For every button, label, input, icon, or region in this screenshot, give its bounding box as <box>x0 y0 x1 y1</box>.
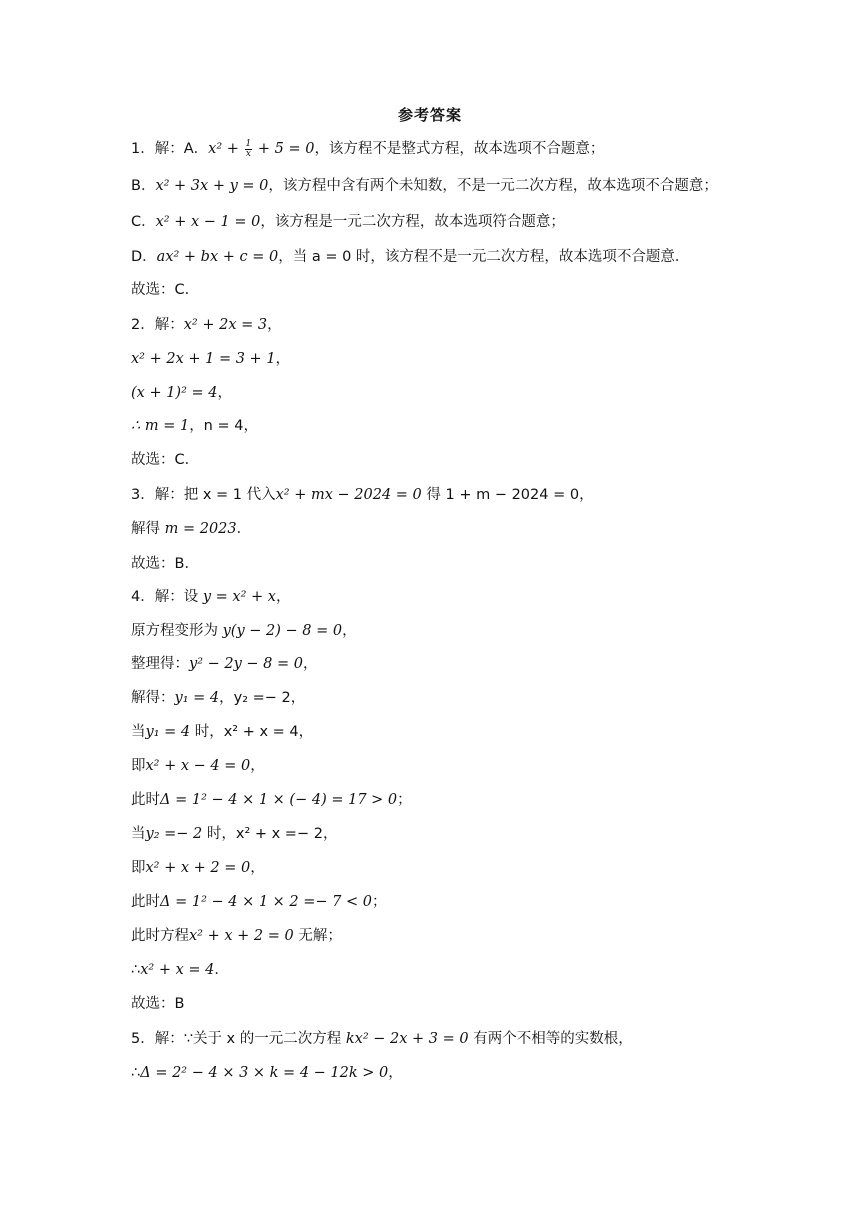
answer-line <box>131 449 199 471</box>
line-pre: C． <box>131 214 156 230</box>
answer-line <box>131 823 337 845</box>
answer-line <box>131 484 594 506</box>
answer-line <box>131 348 290 370</box>
line-pre: D． <box>131 249 157 265</box>
line-post: 无解； <box>293 928 342 944</box>
line-pre: 故选：B <box>131 996 185 1012</box>
answer-line <box>131 925 342 947</box>
line-pre: B． <box>131 178 156 194</box>
line-post: ． <box>214 962 229 978</box>
line-post: ， <box>388 1065 403 1081</box>
line-math: m = 2023 <box>164 521 237 537</box>
line-pre: 当 <box>131 724 146 740</box>
line-pre: 原方程变形为 <box>131 623 223 639</box>
line-pre: 整理得： <box>131 656 189 672</box>
line-post: ， <box>267 317 282 333</box>
line-post: ，该方程是一元二次方程，故本选项符合题意； <box>260 214 565 230</box>
answer-line <box>131 653 317 675</box>
line-post: ， <box>275 351 291 367</box>
line-math: y₁ = 4 <box>145 724 191 740</box>
line-post: ，n = 4， <box>189 418 258 434</box>
line-math: x² + x + 2 = 0 <box>145 860 251 876</box>
answer-line <box>131 138 604 160</box>
answer-line <box>131 382 232 404</box>
answer-line <box>131 586 290 608</box>
line-pre: 5．解：∵关于 x 的一元二次方程 <box>131 1031 346 1047</box>
line-math: x² + x + 2 = 0 <box>189 928 294 944</box>
answer-line <box>131 211 565 233</box>
line-math: y₁ = 4 <box>174 690 220 706</box>
answer-line <box>131 553 199 575</box>
answer-line <box>131 959 229 981</box>
line-math: Δ = 1² − 4 × 1 × 2 =− 7 < 0 <box>160 894 372 910</box>
line-pre: 1．解：A． <box>131 141 209 157</box>
line-pre: 即 <box>131 860 146 876</box>
line-math: x² + 2x = 3 <box>183 317 268 333</box>
line-post: ， <box>250 860 265 876</box>
line-post: 有两个不相等的实数根， <box>468 1031 633 1047</box>
line-math: y² − 2y − 8 = 0 <box>189 656 303 672</box>
line-post: ． <box>236 521 252 537</box>
answer-line <box>131 518 251 540</box>
line-post: ，该方程中含有两个未知数，不是一元二次方程，故本选项不合题意； <box>268 178 718 194</box>
line-pre: 此时 <box>131 792 160 808</box>
line-pre: 4．解：设 <box>131 589 203 605</box>
line-pre: ∴ <box>131 1065 141 1081</box>
line-pre: 2．解： <box>131 317 184 333</box>
line-pre: 当 <box>131 826 146 842</box>
line-pre: 即 <box>131 758 146 774</box>
line-post: ， <box>342 623 357 639</box>
answer-line <box>131 789 412 811</box>
line-pre: 解得 <box>131 521 165 537</box>
line-math: kx² − 2x + 3 = 0 <box>345 1031 469 1047</box>
line-math: x² + x − 1 = 0 <box>155 214 261 230</box>
line-math: x² + 3x + y = 0 <box>155 178 269 194</box>
line-post: ； <box>372 894 387 910</box>
answer-line <box>131 314 282 336</box>
fraction-denominator: x <box>245 148 251 159</box>
line-post: ； <box>397 792 412 808</box>
line-math: x² + x − 4 = 0 <box>145 758 251 774</box>
line-math: x² + <box>208 141 244 157</box>
answer-line <box>131 687 305 709</box>
line-math: y₂ =− 2 <box>145 826 203 842</box>
line-math: ax² + bx + c = 0 <box>156 249 279 265</box>
line-post: ，y₂ =− 2， <box>219 690 306 706</box>
line-post: ， <box>217 385 232 401</box>
line-pre: ∴ <box>131 962 141 978</box>
line-post: ， <box>275 589 291 605</box>
answer-line <box>131 755 265 777</box>
answer-line <box>131 620 357 642</box>
line-post: 时，x² + x =− 2， <box>202 826 338 842</box>
line-post: ， <box>302 656 318 672</box>
line-math: x² + mx − 2024 = 0 <box>275 487 422 503</box>
answer-line <box>131 857 265 879</box>
line-post: 时，x² + x = 4， <box>190 724 314 740</box>
line-post: 得 1 + m − 2024 = 0， <box>421 487 594 503</box>
line-pre: 故选：C． <box>131 282 200 298</box>
fraction-numerator: 1 <box>245 138 252 149</box>
line-math: x² + x = 4 <box>140 962 215 978</box>
line-pre: 解得： <box>131 690 175 706</box>
line-math: x² + 2x + 1 = 3 + 1 <box>131 351 276 367</box>
page-title: 参考答案 <box>397 106 462 124</box>
line-pre: 此时方程 <box>131 928 189 944</box>
line-math: y(y − 2) − 8 = 0 <box>222 623 343 639</box>
line-math: Δ = 1² − 4 × 1 × (− 4) = 17 > 0 <box>160 792 398 808</box>
line-math: ∴ m = 1 <box>131 418 190 434</box>
answer-line <box>131 1028 633 1050</box>
answer-line <box>131 279 199 301</box>
answer-line <box>131 415 258 437</box>
line-pre: 故选：C． <box>131 452 200 468</box>
answer-line <box>131 993 184 1015</box>
answer-line <box>131 246 689 268</box>
line-pre: 故选：B． <box>131 556 199 572</box>
answer-line <box>131 175 718 197</box>
answer-line <box>131 1062 403 1084</box>
line-pre: 3．解：把 x = 1 代入 <box>131 487 276 503</box>
line-pre: 此时 <box>131 894 160 910</box>
line-math: (x + 1)² = 4 <box>131 385 218 401</box>
line-math: y = x² + x <box>202 589 276 605</box>
line-math: Δ = 2² − 4 × 3 × k = 4 − 12k > 0 <box>140 1065 389 1081</box>
answer-line <box>131 721 313 743</box>
answer-line <box>131 891 387 913</box>
line-post: ， <box>250 758 265 774</box>
line-post: ，当 a = 0 时，该方程不是一元二次方程，故本选项不合题意． <box>278 249 690 265</box>
fraction <box>245 140 253 159</box>
line-post: ，该方程不是整式方程，故本选项不合题意； <box>314 141 605 157</box>
line-math2: + 5 = 0 <box>253 141 315 157</box>
